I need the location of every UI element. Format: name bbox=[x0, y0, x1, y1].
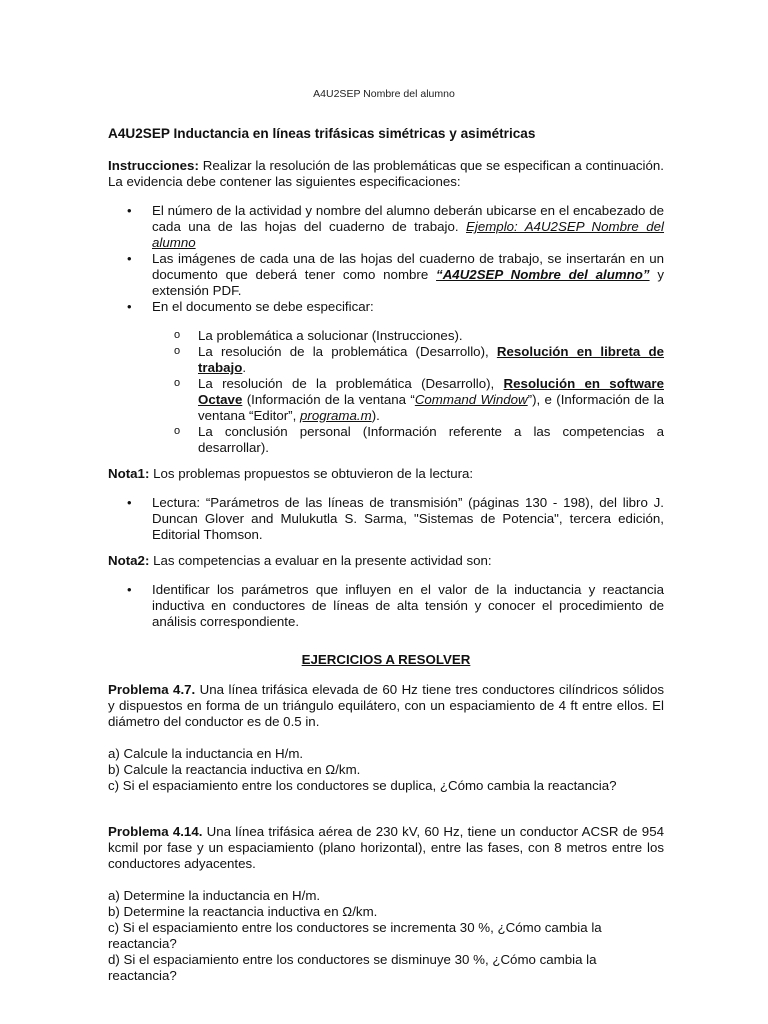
subitem-text: La resolución de la problemática (Desarrollo), bbox=[198, 376, 504, 391]
subitem-text: ”), e (Información de la ventana “Editor”, bbox=[198, 392, 664, 423]
list-item bbox=[108, 495, 664, 543]
document-contents-list bbox=[108, 328, 664, 456]
bullet-text: En el documento se debe especificar: bbox=[152, 299, 374, 314]
list-item bbox=[108, 251, 664, 299]
subitem-bold-text: Resolución en software Octave bbox=[198, 376, 664, 407]
subitem-text: La problemática a solucionar (Instrucciones). bbox=[198, 328, 463, 343]
problem-statement: Una línea trifásica elevada de 60 Hz tiene tres conductores cilíndricos sólidos y dispuestos en forma de un triángulo equilátero, con un espaciamiento de 4 ft entre ellos. El diámetro del conductor es de 0.5 in. bbox=[108, 682, 665, 729]
problem-statement: Una línea trifásica aérea de 230 kV, 60 Hz, tiene un conductor ACSR de 954 kcmil por fase y un espaciamiento (plano horizontal), entre las fases, con 8 metros entre los conductores adyacentes. bbox=[108, 824, 664, 871]
nota1-list bbox=[108, 495, 664, 543]
list-item bbox=[108, 424, 664, 456]
problem-item: a) Calcule la inductancia en H/m. bbox=[108, 746, 304, 761]
list-item bbox=[108, 328, 664, 344]
nota2-text: Las competencias a evaluar en la presente actividad son: bbox=[149, 553, 492, 568]
problem-item: b) Determine la reactancia inductiva en Ω/km. bbox=[108, 904, 378, 919]
list-item bbox=[108, 344, 664, 376]
bullet-text: Las imágenes de cada una de las hojas del cuaderno de trabajo, se insertarán en un documento que deberá tener como nombre bbox=[152, 251, 664, 282]
problem-label: Problema 4.7. bbox=[108, 682, 196, 697]
subitem-text: La conclusión personal (Información referente a las competencias a desarrollar). bbox=[198, 424, 664, 455]
list-item bbox=[108, 203, 664, 251]
list-item bbox=[108, 299, 664, 315]
problem-item: a) Determine la inductancia en H/m. bbox=[108, 888, 321, 903]
document-title: A4U2SEP Inductancia en líneas trifásicas simétricas y asimétricas bbox=[108, 126, 536, 141]
subitem-bold-text: Resolución en libreta de trabajo bbox=[198, 344, 665, 375]
nota2-paragraph bbox=[108, 553, 664, 569]
section-title: EJERCICIOS A RESOLVER bbox=[301, 652, 471, 667]
subitem-text: (Información de la ventana “ bbox=[242, 392, 415, 407]
list-item bbox=[108, 582, 664, 630]
subitem-text: La resolución de la problemática (Desarrollo), bbox=[198, 344, 497, 359]
file-name-text: “A4U2SEP Nombre del alumno” bbox=[436, 267, 650, 282]
problem-item: c) Si el espaciamiento entre los conductores se incrementa 30 %, ¿Cómo cambia la reactancia? bbox=[108, 920, 602, 951]
problem-label: Problema 4.14. bbox=[108, 824, 203, 839]
reading-reference: Lectura: “Parámetros de las líneas de transmisión” (páginas 130 - 198), del libro J. Duncan Glover and Mulukutla S. Sarma, "Sistemas de Potencia", tercera edición, Editorial Thomson. bbox=[152, 495, 664, 542]
document-body bbox=[108, 126, 664, 984]
problem-4-7 bbox=[108, 682, 664, 730]
nota1-paragraph bbox=[108, 466, 664, 482]
instructions-text: Realizar la resolución de las problemáticas que se especifican a continuación. La evidencia debe contener las siguientes especificaciones: bbox=[108, 158, 664, 189]
list-item bbox=[108, 376, 664, 424]
problem-4-14 bbox=[108, 824, 664, 872]
problem-item: d) Si el espaciamiento entre los conductores se disminuye 30 %, ¿Cómo cambia la reactancia? bbox=[108, 952, 597, 983]
competency-text: Identificar los parámetros que influyen en el valor de la inductancia y reactancia inductiva en conductores de líneas de alta tensión y conocer el procedimiento de análisis correspondiente. bbox=[152, 582, 664, 629]
bullet-tail: y extensión PDF. bbox=[152, 267, 665, 298]
instructions-paragraph bbox=[108, 158, 664, 190]
bullet-text: El número de la actividad y nombre del alumno deberán ubicarse en el encabezado de cada una de las hojas del cuaderno de trabajo. bbox=[152, 203, 664, 234]
subitem-tail: . bbox=[242, 360, 247, 375]
nota1-text: Los problemas propuestos se obtuvieron de la lectura: bbox=[149, 466, 474, 481]
specifications-list bbox=[108, 203, 664, 315]
nota1-label: Nota1: bbox=[108, 466, 150, 481]
instructions-label: Instrucciones: bbox=[108, 158, 199, 173]
nota2-list bbox=[108, 582, 664, 630]
problem-item: c) Si el espaciamiento entre los conductores se duplica, ¿Cómo cambia la reactancia? bbox=[108, 778, 617, 793]
program-file-text: programa.m bbox=[300, 408, 372, 423]
problem-item: b) Calcule la reactancia inductiva en Ω/km. bbox=[108, 762, 361, 777]
example-text: Ejemplo: A4U2SEP Nombre del alumno bbox=[152, 219, 665, 250]
page-header: A4U2SEP Nombre del alumno bbox=[313, 88, 455, 100]
command-window-text: Command Window bbox=[414, 392, 528, 407]
subitem-tail: ). bbox=[371, 408, 380, 423]
nota2-label: Nota2: bbox=[108, 553, 150, 568]
